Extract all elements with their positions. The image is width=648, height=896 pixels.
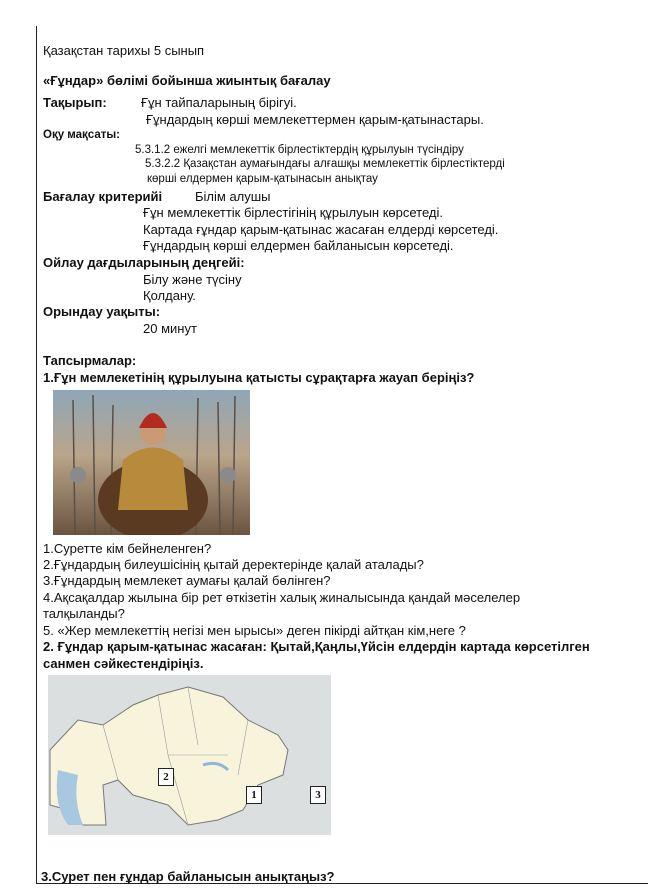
objective-line: 5.3.1.2 ежелгі мемлекеттік бірлестіктердің құрылуын түсіндіру (135, 144, 464, 156)
objective-line: 5.3.2.2 Қазақстан аумағындағы алғашқы мемлекеттік бірлестіктерді (145, 158, 505, 170)
question-3: 3.Ғұндардың мемлекет аумағы қалай бөлінген? (43, 573, 331, 588)
tasks-label: Тапсырмалар: (43, 353, 137, 368)
criteria-line: Ғұн мемлекеттік бірлестігінің құрылуын көрсетеді. (143, 205, 444, 220)
criteria-line: Ғұндардың көрші елдермен байланысын көрсетеді. (143, 238, 454, 253)
question-4-cont: талқыланды? (43, 606, 125, 621)
subject-line: Қазақстан тарихы 5 сынып (43, 43, 205, 58)
question-4: 4.Ақсақалдар жылына бір рет өткізетін халық жиналысында қандай мәселелер (43, 590, 521, 605)
question-1: 1.Суретте кім бейнеленген? (43, 541, 212, 556)
map-label-2: 2 (158, 768, 174, 786)
thinking-label: Ойлау дағдыларының деңгейі: (43, 255, 245, 270)
task2-title-cont: санмен сәйкестендіріңіз. (43, 656, 204, 671)
time-label: Орындау уақыты: (43, 304, 161, 319)
question-5: 5. «Жер мемлекеттің негізі мен ырысы» деген пікірді айтқан кім,неге ? (43, 623, 466, 638)
objectives-label: Оқу мақсаты: (43, 129, 121, 141)
question-2: 2.Ғұндардың билеушісінің қытай деректерінде қалай аталады? (43, 557, 424, 572)
topic-line: Ғұндардың көрші мемлекеттермен қарым-қатынастары. (146, 112, 484, 127)
task1-title: 1.Ғұн мемлекетінің құрылуына қатысты сұрақтарға жауап беріңіз? (43, 370, 475, 385)
objective-line: көрші елдермен қарым-қатынасын анықтау (147, 173, 378, 185)
criteria-label: Бағалау критерийі (43, 189, 163, 204)
task3-title: 3.Сурет пен ғұндар байланысын анықтаңыз? (41, 869, 335, 884)
map-label-1: 1 (246, 786, 262, 804)
hun-warrior-image (53, 390, 250, 535)
map-label-3: 3 (310, 786, 326, 804)
thinking-line: Білу және түсіну (143, 272, 242, 287)
time-value: 20 минут (143, 321, 197, 336)
task2-title: 2. Ғұндар қарым-қатынас жасаған: Қытай,Қаңлы,Үйсін елдердін картада көрсетілген (43, 639, 590, 654)
page-title: «Ғұндар» бөлімі бойынша жиынтық бағалау (43, 73, 331, 88)
criteria-intro: Білім алушы (195, 189, 271, 204)
criteria-line: Картада ғұндар қарым-қатынас жасаған елдерді көрсетеді. (143, 222, 499, 237)
thinking-line: Қолдану. (143, 288, 196, 303)
kazakhstan-map (48, 675, 331, 835)
topic-line: Ғұн тайпаларының бірігуі. (141, 95, 297, 110)
topic-label: Тақырып: (43, 95, 107, 110)
